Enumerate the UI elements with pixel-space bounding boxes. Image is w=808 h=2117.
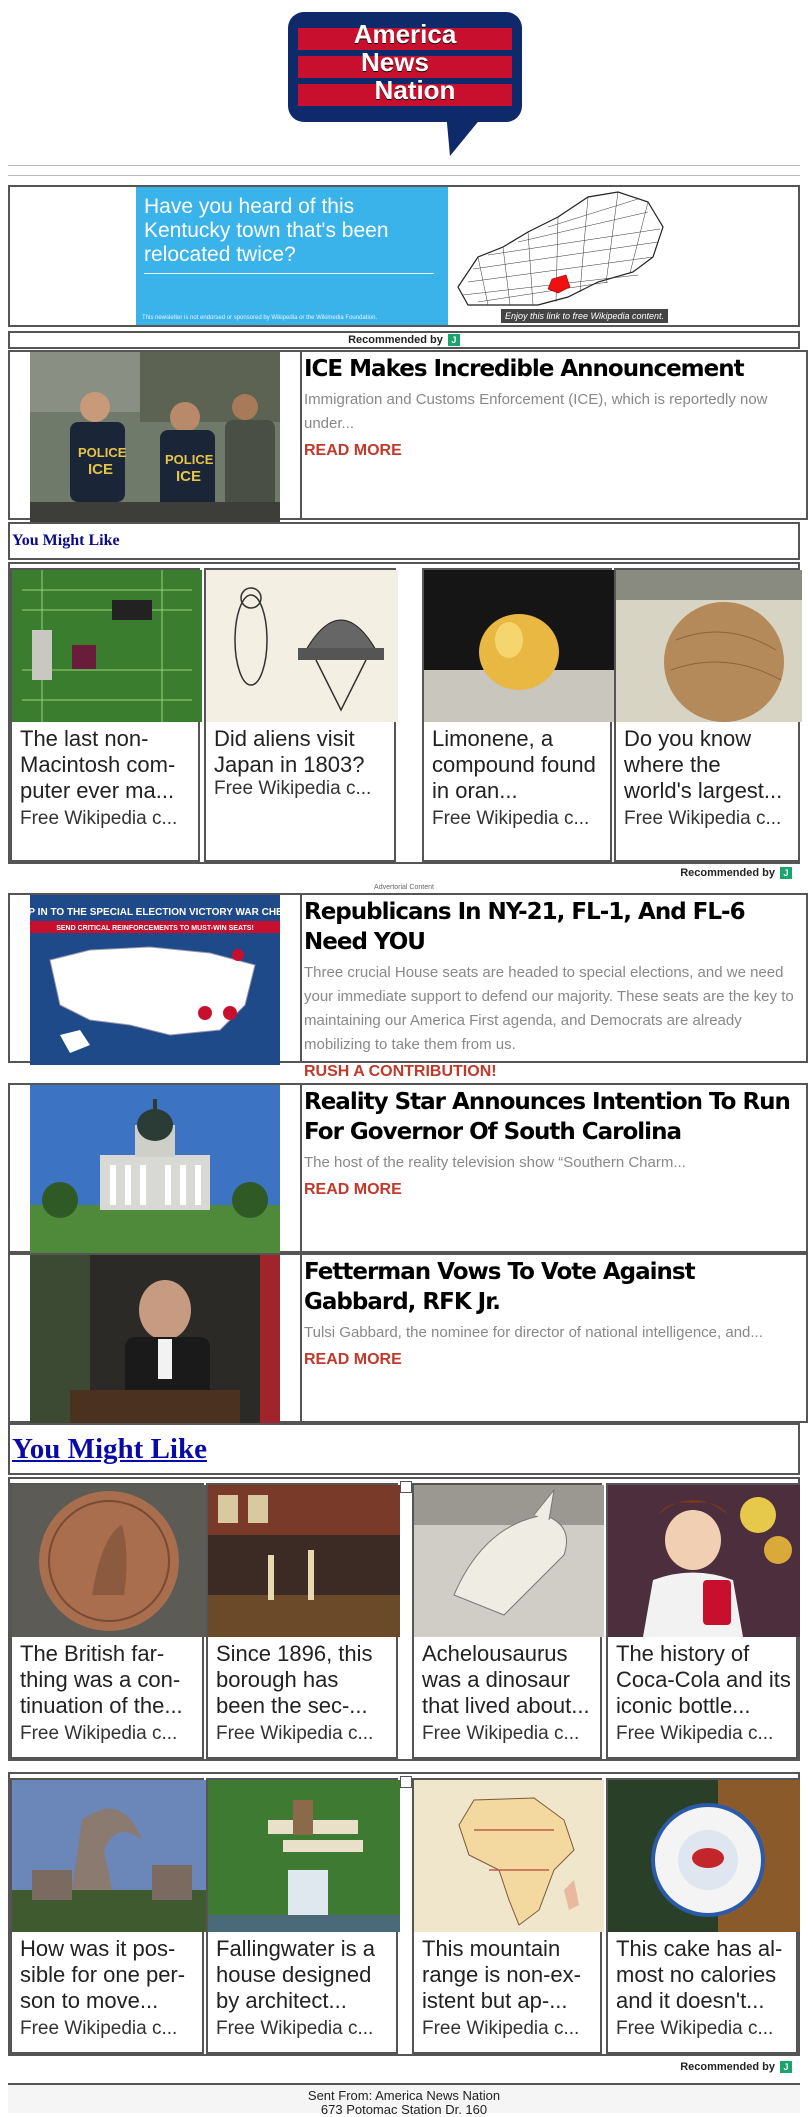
recommendation-card[interactable] (606, 1483, 798, 1759)
card-source: Free Wikipedia c... (422, 1723, 580, 1744)
recommendation-grid (8, 562, 800, 864)
recommender-logo-icon: J (780, 2061, 792, 2073)
fallingwater-icon (208, 1780, 400, 1932)
fallingwater-image (208, 1780, 396, 1932)
article-body (300, 895, 806, 1080)
aliens-japan-image (206, 570, 394, 722)
you-might-like-link[interactable]: You Might Like (8, 1423, 800, 1475)
recommendation-card[interactable] (412, 1778, 602, 2054)
article-snippet: Tulsi Gabbard, the nominee for director of national intelligence, and... (304, 1324, 763, 1341)
article-thumbnail[interactable] (30, 352, 280, 518)
twine-ball-icon (616, 570, 802, 722)
recommended-by-bar[interactable] (8, 2060, 800, 2078)
stone-moon-icon (12, 1780, 206, 1932)
card-title: The British far-thing was a con-tinuation of the... (20, 1641, 183, 1718)
fetterman-photo (30, 1255, 280, 1425)
article-card[interactable] (8, 350, 808, 520)
recommendation-card[interactable] (206, 1778, 398, 2054)
recommender-logo-icon: J (448, 334, 460, 346)
article-thumbnail[interactable] (30, 1255, 280, 1421)
circuit-board-image (12, 570, 198, 722)
recommended-by-bar[interactable] (8, 331, 800, 349)
footer (8, 2083, 800, 2117)
card-title: Since 1896, this borough has been the sec-... (216, 1641, 373, 1718)
circuit-board-icon (12, 570, 202, 722)
limonene-image (424, 570, 610, 722)
cake-plate-icon (608, 1780, 800, 1932)
card-title: This mountain range is non-ex-istent but ap-... (422, 1936, 581, 2013)
achelousaurus-image (414, 1485, 600, 1637)
recommendation-card[interactable] (422, 568, 612, 862)
borough-image (208, 1485, 396, 1637)
article-snippet: The host of the reality television show “Southern Charm... (304, 1154, 686, 1171)
farthing-image (12, 1485, 202, 1637)
article-card[interactable] (8, 893, 808, 1080)
contribute-link[interactable]: RUSH A CONTRIBUTION! (304, 1063, 497, 1080)
banner-subtitle: SEND CRITICAL REINFORCEMENTS TO MUST-WIN SEATS! (56, 925, 254, 932)
coral-castle-image (12, 1780, 202, 1932)
kentucky-map-image (448, 187, 674, 325)
article-body (300, 1085, 806, 1251)
logo-badge (288, 12, 522, 122)
article-thumbnail[interactable] (30, 1085, 280, 1251)
ad-headline: Have you heard of this Kentucky town that's been relocated twice? (144, 195, 389, 266)
africa-map-image (414, 1780, 600, 1932)
card-source: Free Wikipedia c... (616, 2018, 774, 2039)
svg-text:ICE: ICE (176, 468, 202, 485)
svg-text:POLICE: POLICE (165, 452, 214, 467)
card-source: Free Wikipedia c... (422, 2018, 580, 2039)
card-title: Limonene, a compound found in oran... (432, 726, 596, 803)
recommendation-grid (8, 1477, 800, 1761)
statehouse-photo (30, 1085, 280, 1255)
recommended-by-bar[interactable] (8, 866, 800, 884)
card-source: Free Wikipedia c... (20, 1723, 178, 1744)
dinosaur-skull-icon (414, 1485, 604, 1637)
article-snippet: Three crucial House seats are headed to special elections, and we need your immediate support to defend our majority. These seats are the key to maintaining our America First agenda, and Democrats are already mobilizing to take them from us. (304, 964, 794, 1053)
kentucky-map-icon (448, 187, 674, 325)
africa-map-icon (414, 1780, 604, 1932)
article-title[interactable]: Reality Star Announces Intention To Run For Governor Of South Carolina (304, 1089, 790, 1145)
logo-line-1: America (353, 19, 457, 49)
card-title: The last non-Macintosh com-puter ever ma... (20, 726, 176, 803)
footer-sent-from: Sent From: America News Nation (307, 2088, 501, 2103)
footer-address: 673 Potomac Station Dr. 160 (320, 2102, 488, 2117)
article-body (300, 352, 806, 518)
coca-cola-ad-icon (608, 1485, 800, 1637)
recommended-label: Recommended by (680, 2061, 775, 2073)
banner-title: CHIP IN TO THE SPECIAL ELECTION VICTORY WAR CHEST! (11, 907, 299, 918)
article-title[interactable]: ICE Makes Incredible Announcement (304, 356, 744, 382)
card-title: This cake has al-most no calories and it doesn't... (616, 1936, 783, 2013)
card-title: Did aliens visit Japan in 1803? (214, 726, 365, 777)
ad-caption: Enjoy this link to free Wikipedia content. (501, 309, 668, 323)
recommended-label: Recommended by (348, 334, 443, 346)
grid-placeholder (400, 1776, 412, 1788)
advertorial-label: Advertorial Content (374, 884, 434, 891)
ice-agents-photo (30, 352, 280, 522)
recommendation-grid (8, 1772, 800, 2056)
logo-line-2: News (361, 47, 429, 77)
svg-text:POLICE: POLICE (78, 445, 127, 460)
cake-image (608, 1780, 796, 1932)
divider (8, 175, 800, 176)
article-title[interactable]: Fetterman Vows To Vote Against Gabbard, RFK Jr. (304, 1259, 695, 1315)
lemon-icon (424, 570, 614, 722)
card-title: The history of Coca-Cola and its iconic bottle... (616, 1641, 791, 1718)
card-source: Free Wikipedia c... (624, 808, 782, 829)
ad-divider (144, 273, 434, 274)
recommendation-card[interactable] (606, 1778, 798, 2054)
you-might-like-heading: You Might Like (8, 522, 800, 560)
recommender-logo-icon: J (780, 867, 792, 879)
wikipedia-ad-banner[interactable] (136, 187, 674, 325)
recommendation-card[interactable] (10, 1483, 204, 1759)
card-source: Free Wikipedia c... (616, 1723, 774, 1744)
election-map-banner (11, 895, 299, 1065)
site-logo[interactable] (288, 12, 522, 152)
article-snippet: Immigration and Customs Enforcement (ICE), which is reportedly now under... (304, 391, 768, 432)
card-title: How was it pos-sible for one per-son to move... (20, 1936, 186, 2013)
coca-cola-image (608, 1485, 796, 1637)
recommendation-card[interactable] (614, 568, 800, 862)
grid-placeholder (400, 1481, 412, 1493)
article-thumbnail[interactable] (11, 895, 299, 1061)
card-source: Free Wikipedia c... (432, 808, 590, 829)
article-title[interactable]: Republicans In NY-21, FL-1, And FL-6 Need YOU (304, 899, 745, 955)
card-source: Free Wikipedia c... (20, 808, 178, 829)
logo-line-3: Nation (374, 75, 456, 105)
recommendation-card[interactable] (412, 1483, 602, 1759)
largest-ball-image (616, 570, 798, 722)
ad-disclaimer: This newsletter is not endorsed or sponsored by Wikipedia or the Wikimedia Foundation. (142, 315, 378, 321)
ad-frame (8, 185, 800, 327)
recommendation-card[interactable] (10, 568, 200, 862)
utsuro-bune-icon (206, 570, 398, 722)
card-source: Free Wikipedia c... (216, 2018, 374, 2039)
divider (8, 165, 800, 166)
recommendation-card[interactable] (204, 568, 396, 862)
card-source: Free Wikipedia c... (214, 778, 372, 799)
article-body (300, 1255, 806, 1421)
read-more-link[interactable]: READ MORE (304, 442, 402, 459)
recommendation-card[interactable] (10, 1778, 204, 2054)
card-title: Fallingwater is a house designed by architect... (216, 1936, 375, 2013)
card-source: Free Wikipedia c... (216, 1723, 374, 1744)
svg-text:ICE: ICE (88, 461, 114, 478)
recommended-label: Recommended by (680, 867, 775, 879)
recommendation-card[interactable] (206, 1483, 398, 1759)
card-source: Free Wikipedia c... (20, 2018, 178, 2039)
borough-scene-icon (208, 1485, 400, 1637)
article-card[interactable] (8, 1083, 808, 1253)
read-more-link[interactable]: READ MORE (304, 1351, 402, 1368)
article-card[interactable] (8, 1253, 808, 1423)
logo-wordmark (288, 20, 522, 104)
card-title: Achelousaurus was a dinosaur that lived about... (422, 1641, 590, 1718)
card-title: Do you know where the world's largest... (624, 726, 783, 803)
read-more-link[interactable]: READ MORE (304, 1181, 402, 1198)
coin-icon (12, 1485, 206, 1637)
